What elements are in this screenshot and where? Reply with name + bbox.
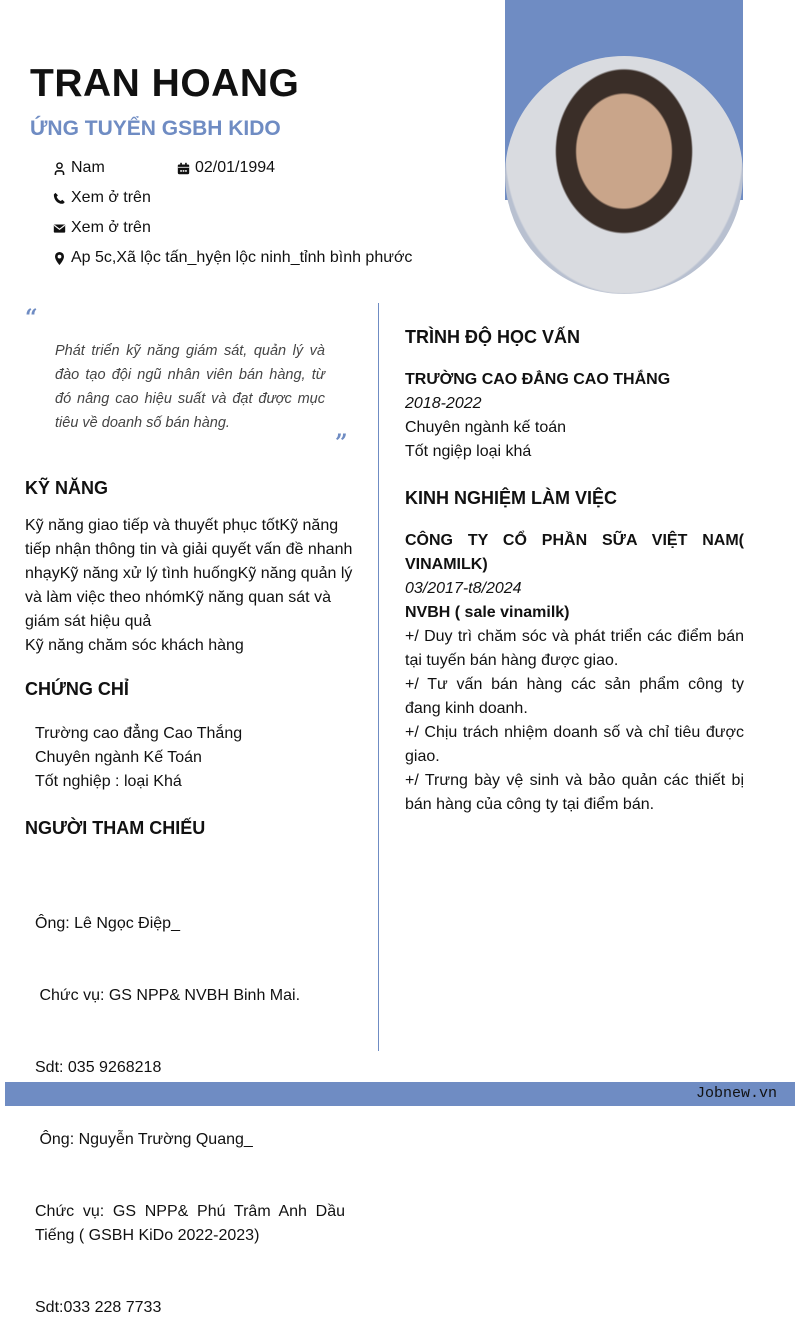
phone-icon: [53, 192, 66, 205]
certificates-heading: CHỨNG CHỈ: [25, 679, 129, 699]
envelope-icon: [53, 222, 66, 235]
certificates-list: [35, 722, 242, 794]
column-divider: [378, 303, 379, 1051]
close-quote-icon: ”: [335, 430, 348, 456]
gender-value: Nam: [71, 159, 105, 176]
profile-photo: [505, 56, 743, 294]
location-pin-icon: [53, 252, 66, 265]
user-icon: [53, 162, 66, 175]
applied-position: ỨNG TUYỂN GSBH KIDO: [30, 117, 281, 140]
calendar-icon: [177, 162, 190, 175]
certificate-line: Chuyên ngành Kế Toán: [35, 749, 202, 766]
education-entry: [405, 368, 745, 464]
email-value: Xem ở trên: [71, 219, 151, 236]
reference-line: Sdt:033 228 7733: [35, 1299, 162, 1316]
duty-item: +/ Duy trì chăm sóc và phát triển các điểm bán tại tuyến bán hàng được giao.: [405, 628, 744, 669]
gender-info: [53, 159, 105, 177]
experience-period: 03/2017-t8/2024: [405, 580, 522, 597]
skill-item: Kỹ năng giao tiếp và thuyết phục tốtKỹ năng tiếp nhận thông tin và giải quyết vấn đề nhanh nhạyKỹ năng xử lý tình huốngKỹ năng quản lý và làm việc theo nhómKỹ năng quan sát và giám sát hiệu quả: [25, 517, 353, 630]
duty-item: +/ Trưng bày vệ sinh và bảo quản các thiết bị bán hàng của công ty tại điểm bán.: [405, 772, 744, 813]
experience-entry: [405, 529, 744, 817]
address-value: Ap 5c,Xã lộc tấn_hyện lộc ninh_tỉnh bình phước: [71, 249, 413, 266]
experience-heading: KINH NGHIỆM LÀM VIỆC: [405, 488, 618, 508]
skills-heading: KỸ NĂNG: [25, 478, 109, 498]
reference-line: Chức vụ: GS NPP& NVBH Binh Mai.: [35, 987, 301, 1004]
duty-item: +/ Chịu trách nhiệm doanh số và chỉ tiêu được giao.: [405, 724, 744, 765]
career-objective: Phát triển kỹ năng giám sát, quản lý và đào tạo đội ngũ nhân viên bán hàng, từ đó nâng cao hiệu suất và đạt được mục tiêu về doanh số bán hàng.: [55, 343, 325, 431]
references-heading: NGƯỜI THAM CHIẾU: [25, 818, 206, 838]
address-info: [53, 249, 412, 267]
open-quote-icon: “: [25, 305, 38, 331]
reference-line: Chức vụ: GS NPP& Phú Trâm Anh Dầu Tiếng ( GSBH KiDo 2022-2023): [35, 1203, 350, 1244]
education-heading: TRÌNH ĐỘ HỌC VẤN: [405, 327, 580, 347]
birthday-info: [177, 159, 275, 177]
school-name: TRƯỜNG CAO ĐẲNG CAO THẮNG: [405, 371, 671, 388]
reference-line: Ông: Lê Ngọc Điệp_: [35, 915, 180, 932]
footer-brand: Jobnew.vn: [695, 1085, 777, 1102]
certificate-line: Tốt nghiệp : loại Khá: [35, 773, 182, 790]
education-major: Chuyên ngành kế toán: [405, 419, 567, 436]
birthday-value: 02/01/1994: [195, 159, 276, 176]
company-name: CÔNG TY CỔ PHẦN SỮA VIỆT NAM( VINAMILK): [405, 532, 744, 573]
candidate-name: TRAN HOANG: [30, 62, 300, 105]
skill-item: Kỹ năng chăm sóc khách hàng: [25, 637, 244, 654]
duty-item: +/ Tư vấn bán hàng các sản phẩm công ty đang kinh doanh.: [405, 676, 744, 717]
phone-info: [53, 189, 151, 207]
certificate-line: Trường cao đẳng Cao Thắng: [35, 725, 243, 742]
skills-list: [25, 514, 360, 658]
reference-line: Sdt: 035 9268218: [35, 1059, 162, 1076]
footer-bar: [5, 1082, 795, 1106]
phone-value: Xem ở trên: [71, 189, 151, 206]
job-role: NVBH ( sale vinamilk): [405, 604, 570, 621]
email-info: [53, 219, 151, 237]
reference-line: Ông: Nguyễn Trường Quang_: [35, 1131, 253, 1148]
education-period: 2018-2022: [405, 395, 482, 412]
education-result: Tốt ngiệp loại khá: [405, 443, 532, 460]
